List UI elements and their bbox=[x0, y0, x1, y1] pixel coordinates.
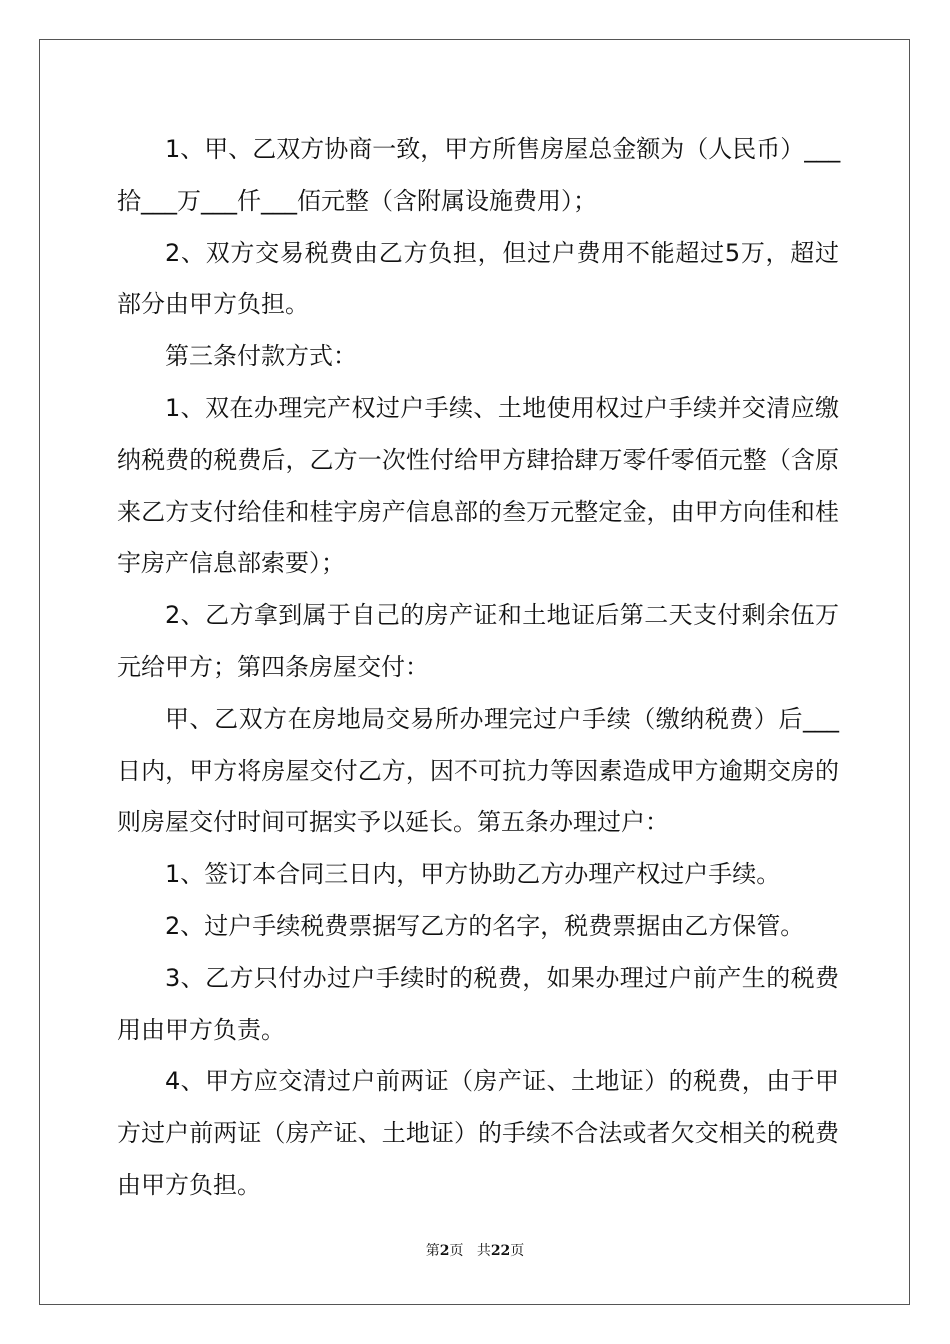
footer-total-prefix: 共 bbox=[476, 1243, 491, 1259]
text-line: 2、双方交易税费由乙方负担，但过户费用不能超过5万，超过 bbox=[165, 238, 839, 267]
text-line: 甲、乙双方在房地局交易所办理完过户手续（缴纳税费）后___ bbox=[165, 704, 839, 733]
text-line: 方过户前两证（房产证、土地证）的手续不合法或者欠交相关的税费 bbox=[117, 1119, 839, 1148]
text-line: 4、甲方应交清过户前两证（房产证、土地证）的税费，由于甲 bbox=[165, 1067, 839, 1096]
text-line: 1、双在办理完产权过户手续、土地使用权过户手续并交清应缴 bbox=[165, 393, 839, 422]
document-body bbox=[117, 124, 839, 1212]
total-page-number: 22 bbox=[490, 1243, 511, 1259]
text-line: 第三条付款方式： bbox=[165, 342, 357, 371]
text-line: 用由甲方负责。 bbox=[117, 1015, 285, 1044]
text-line: 1、甲、乙双方协商一致，甲方所售房屋总金额为（人民币）___ bbox=[165, 135, 841, 163]
text-line: 纳税费的税费后，乙方一次性付给甲方肆拾肆万零仟零佰元整（含原 bbox=[117, 445, 839, 474]
text-line: 2、乙方拿到属于自己的房产证和土地证后第二天支付剩余伍万 bbox=[165, 601, 839, 630]
text-line: 由甲方负担。 bbox=[117, 1170, 261, 1199]
text-line: 部分由甲方负担。 bbox=[117, 290, 309, 319]
text-line: 日内，甲方将房屋交付乙方，因不可抗力等因素造成甲方逾期交房的 bbox=[117, 756, 839, 785]
text-line: 1、签订本合同三日内，甲方协助乙方办理产权过户手续。 bbox=[165, 860, 781, 889]
footer-total-suffix: 页 bbox=[510, 1243, 525, 1259]
page-footer bbox=[0, 1240, 950, 1260]
text-line: 元给甲方；第四条房屋交付： bbox=[117, 652, 429, 681]
text-line: 2、过户手续税费票据写乙方的名字，税费票据由乙方保管。 bbox=[165, 911, 805, 940]
text-line: 来乙方支付给佳和桂宇房产信息部的叁万元整定金，由甲方向佳和桂 bbox=[117, 497, 839, 526]
text-line: 3、乙方只付办过户手续时的税费，如果办理过户前产生的税费 bbox=[165, 963, 839, 992]
text-line: 拾___万___仟___佰元整（含附属设施费用）； bbox=[117, 186, 597, 215]
current-page-number: 2 bbox=[439, 1243, 450, 1259]
text-line: 则房屋交付时间可据实予以延长。第五条办理过户： bbox=[117, 808, 669, 837]
footer-page-suffix: 页 bbox=[449, 1243, 464, 1259]
text-line: 宇房产信息部索要）； bbox=[117, 549, 345, 578]
footer-page-prefix: 第 bbox=[425, 1243, 440, 1259]
